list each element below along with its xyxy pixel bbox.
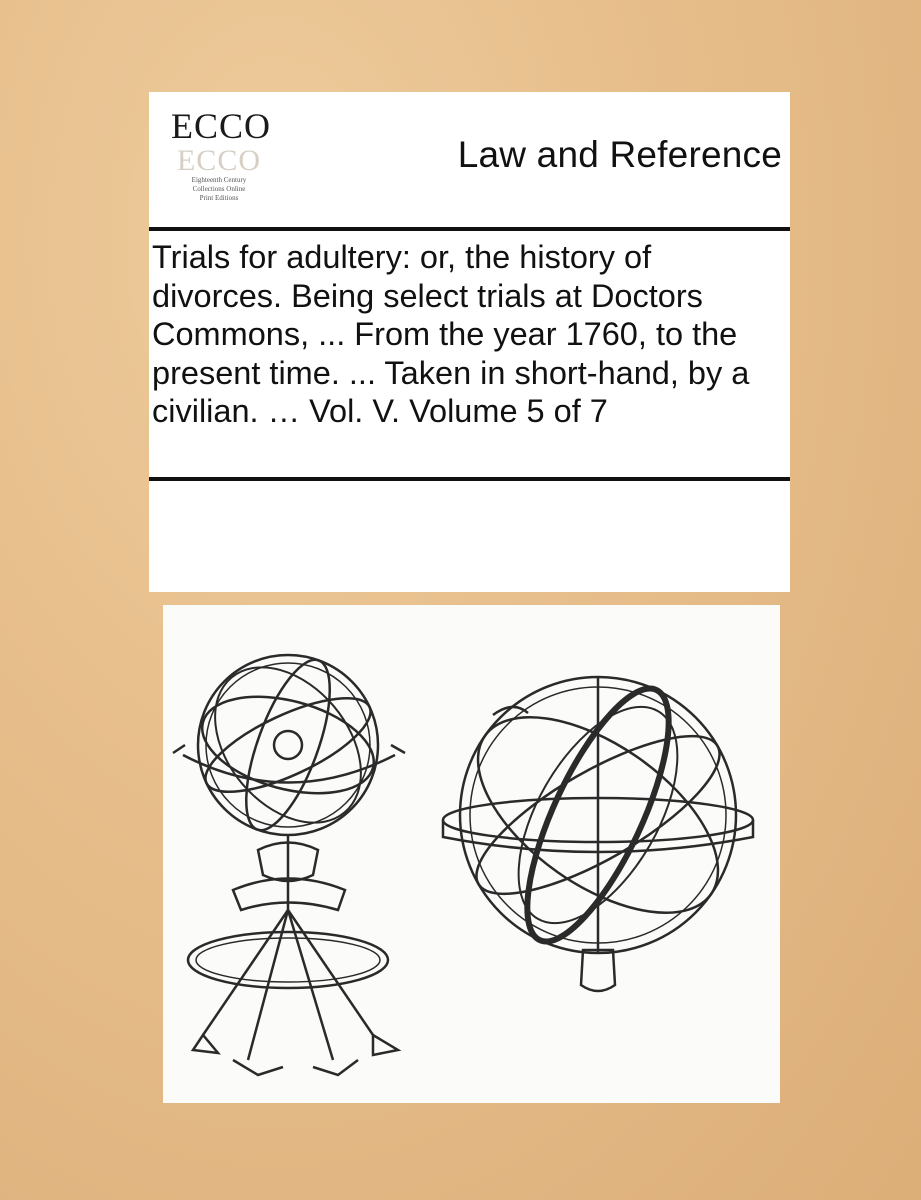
ecco-logo-line-2: Collections Online — [192, 185, 246, 193]
armillary-spheres-illustration — [163, 605, 780, 1103]
ecco-logo-ghost: ECCO — [176, 144, 261, 177]
ecco-logo-line-3: Print Editions — [199, 194, 239, 202]
category-label: Law and Reference — [457, 134, 782, 175]
left-armillary-sphere — [173, 639, 405, 1075]
top-divider — [149, 227, 790, 231]
ecco-logo — [171, 106, 272, 216]
book-title: Trials for adultery: or, the history of divorces. Being select trials at Doctors Commons, ... From the year 1760, to the present time. ... Taken in short-hand, by a civilian. … Vol. V. Volume 5 of 7 — [152, 239, 750, 429]
title-panel — [149, 92, 790, 592]
ecco-logo-line-1: Eighteenth Century — [191, 176, 247, 184]
right-armillary-sphere — [443, 671, 753, 991]
bottom-divider — [149, 477, 790, 481]
illustration-panel — [163, 605, 780, 1103]
ecco-logo-mark: ECCO — [171, 106, 272, 146]
